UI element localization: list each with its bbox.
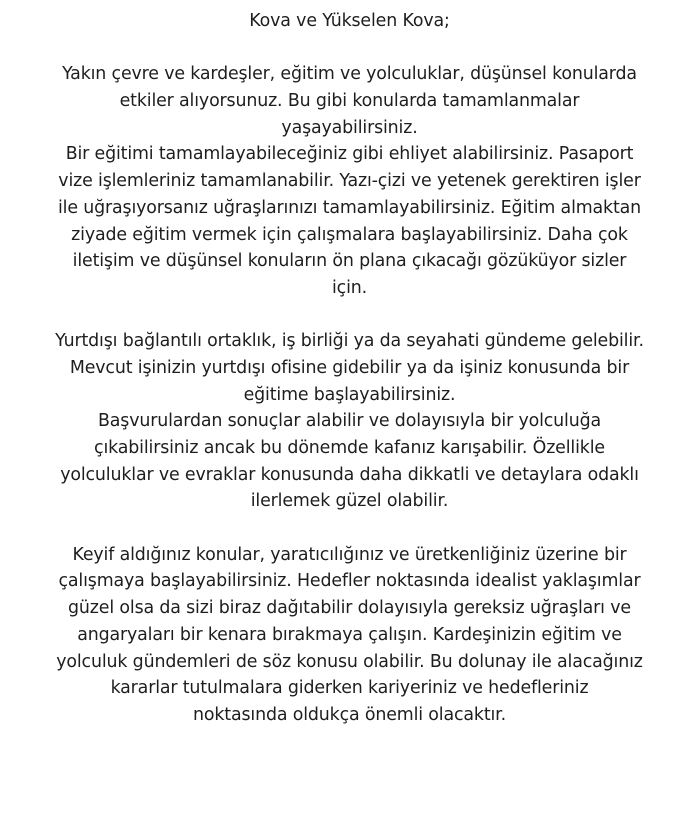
spacer	[6, 302, 693, 329]
text-line: için.	[331, 277, 368, 298]
paragraph-1	[6, 61, 693, 301]
text-line: yolculuklar ve evraklar konusunda daha dikkatli ve detaylara odaklı	[60, 464, 639, 485]
page-title: Kova ve Yükselen Kova;	[249, 11, 450, 31]
text-line: yolculuk gündemleri de söz konusu olabilir. Bu dolunay ile alacağınız	[56, 651, 643, 672]
text-line: ile uğraşıyorsanız uğraşlarınızı tamamlayabilirsiniz. Eğitim almaktan	[57, 197, 642, 218]
text-line: eğitime başlayabilirsiniz.	[243, 384, 456, 405]
text-line: Yakın çevre ve kardeşler, eğitim ve yolculuklar, düşünsel konularda	[62, 64, 637, 85]
text-line: Keyif aldığınız konular, yaratıcılığınız ve üretkenliğiniz üzerine bir	[72, 544, 627, 565]
text-line: Başvurulardan sonuçlar alabilir ve dolayısıyla bir yolculuğa	[98, 411, 601, 432]
paragraph-2	[6, 328, 693, 515]
text-line: çalışmaya başlayabilirsiniz. Hedefler noktasında idealist yaklaşımlar	[58, 571, 641, 592]
text-line: etkiler alıyorsunuz. Bu gibi konularda tamamlanmalar	[119, 91, 580, 112]
spacer	[6, 515, 693, 542]
text-line: iletişim ve düşünsel konuların ön plana çıkacağı gözüküyor sizler	[72, 251, 627, 272]
text-line: vize işlemleriniz tamamlanabilir. Yazı-çizi ve yetenek gerektiren işler	[58, 171, 641, 192]
text-line: ziyade eğitim vermek için çalışmalara başlayabilirsiniz. Daha çok	[71, 224, 628, 245]
text-line: Mevcut işinizin yurtdışı ofisine gidebilir ya da işiniz konusunda bir	[69, 357, 630, 378]
text-line: noktasında oldukça önemli olacaktır.	[193, 704, 506, 725]
text-line: Bir eğitimi tamamlayabileceğiniz gibi ehliyet alabilirsiniz. Pasaport	[65, 144, 634, 165]
text-line: angaryaları bir kenara bırakmaya çalışın. Kardeşinizin eğitim ve	[77, 624, 622, 645]
text-line: ilerlemek güzel olabilir.	[250, 491, 449, 512]
paragraph-3	[6, 542, 693, 729]
text-line: kararlar tutulmalara giderken kariyeriniz ve hedefleriniz	[110, 678, 589, 699]
text-line: güzel olsa da sizi biraz dağıtabilir dolayısıyla gereksiz uğraşları ve	[68, 598, 631, 619]
text-line: yaşayabilirsiniz.	[281, 117, 418, 138]
text-line: çıkabilirsiniz ancak bu dönemde kafanız karışabilir. Özellikle	[94, 438, 605, 458]
text-line: Yurtdışı bağlantılı ortaklık, iş birliği ya da seyahati gündeme gelebilir.	[55, 331, 644, 352]
spacer	[6, 35, 693, 62]
